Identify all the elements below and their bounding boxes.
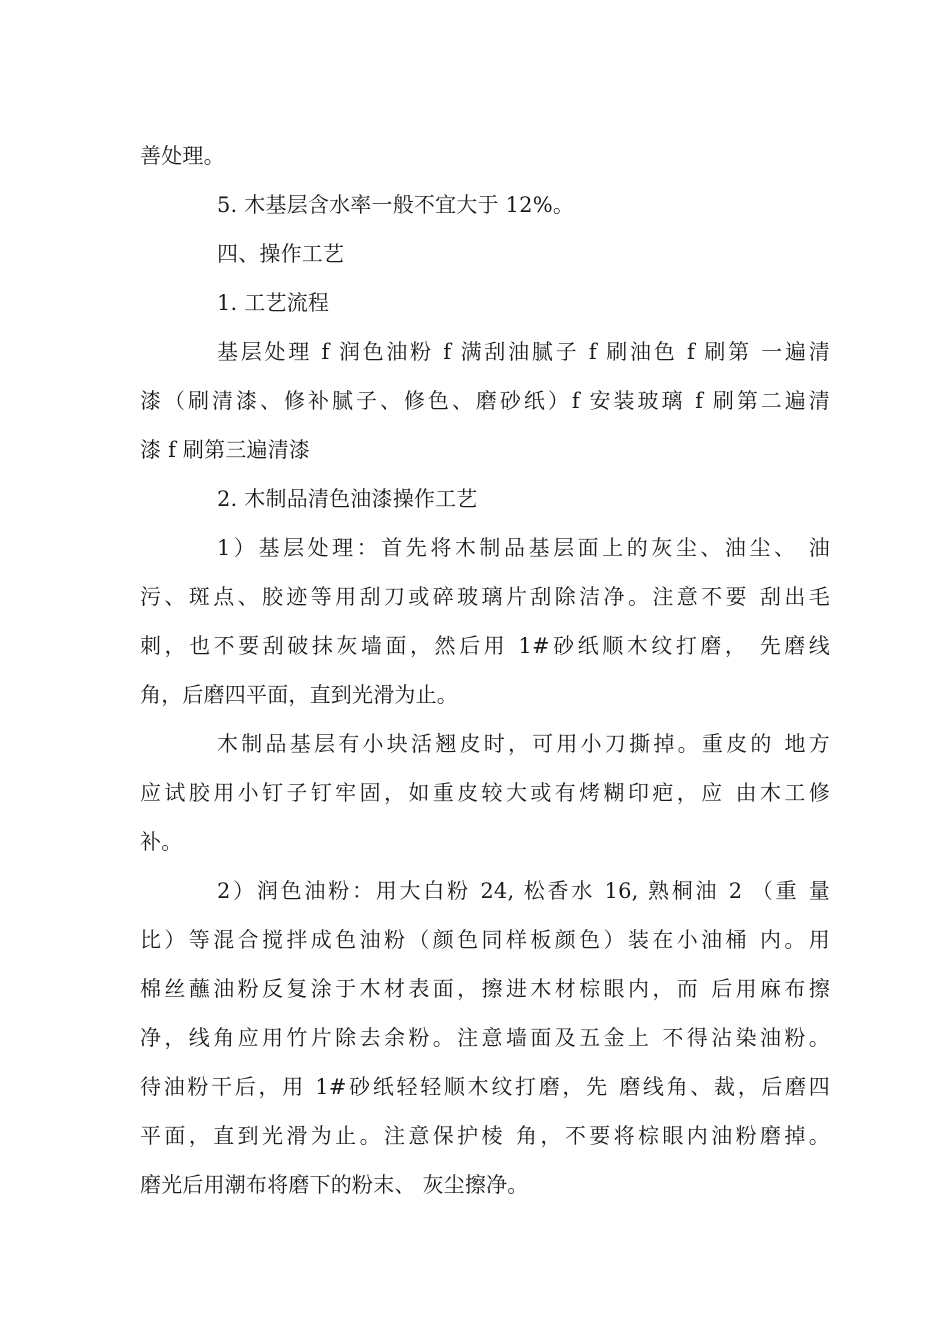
text-line: 污、斑点、胶迹等用刮刀或碎玻璃片刮除洁净。注意不要 刮出毛 [140,585,830,609]
text-line: 磨光后用潮布将磨下的粉末、 灰尘擦净。 [140,1173,529,1197]
subsection-heading: 2. 木制品清色油漆操作工艺 [217,487,478,511]
text-line: 漆（刷清漆、修补腻子、修色、磨砂纸）f 安装玻璃 f 刷第二遍清 [140,389,830,413]
text-line: 善处理。 [140,144,225,168]
text-line: 棉丝蘸油粉反复涂于木材表面，擦进木材棕眼内，而 后用麻布擦 [140,977,830,1001]
text-line: 补。 [140,830,183,854]
text-line: 待油粉干后，用 1#砂纸轻轻顺木纹打磨，先 磨线角、裁，后磨四 [140,1075,830,1099]
text-line: 木制品基层有小块活翘皮时，可用小刀撕掉。重皮的 地方 [217,732,830,756]
text-line: 角，后磨四平面，直到光滑为止。 [140,683,458,707]
subsection-heading: 1. 工艺流程 [217,291,330,315]
text-line: 比）等混合搅拌成色油粉（颜色同样板颜色）装在小油桶 内。用 [140,928,830,952]
text-line: 基层处理 f 润色油粉 f 满刮油腻子 f 刷油色 f 刷第 一遍清 [217,340,830,364]
document-body [140,132,830,1210]
text-line: 2）润色油粉：用大白粉 24, 松香水 16, 熟桐油 2 （重 量 [217,879,830,903]
text-line: 5. 木基层含水率一般不宜大于 12%。 [217,193,575,217]
text-line: 漆 f 刷第三遍清漆 [140,438,311,462]
text-line: 平面，直到光滑为止。注意保护棱 角，不要将棕眼内油粉磨掉。 [140,1124,830,1148]
section-heading: 四、操作工艺 [217,242,345,266]
text-line: 1）基层处理：首先将木制品基层面上的灰尘、油尘、 油 [217,536,830,560]
text-line: 应试胶用小钉子钉牢固，如重皮较大或有烤糊印疤，应 由木工修 [140,781,830,805]
text-line: 刺，也不要刮破抹灰墙面，然后用 1#砂纸顺木纹打磨， 先磨线 [140,634,830,658]
text-line: 净，线角应用竹片除去余粉。注意墙面及五金上 不得沾染油粉。 [140,1026,830,1050]
